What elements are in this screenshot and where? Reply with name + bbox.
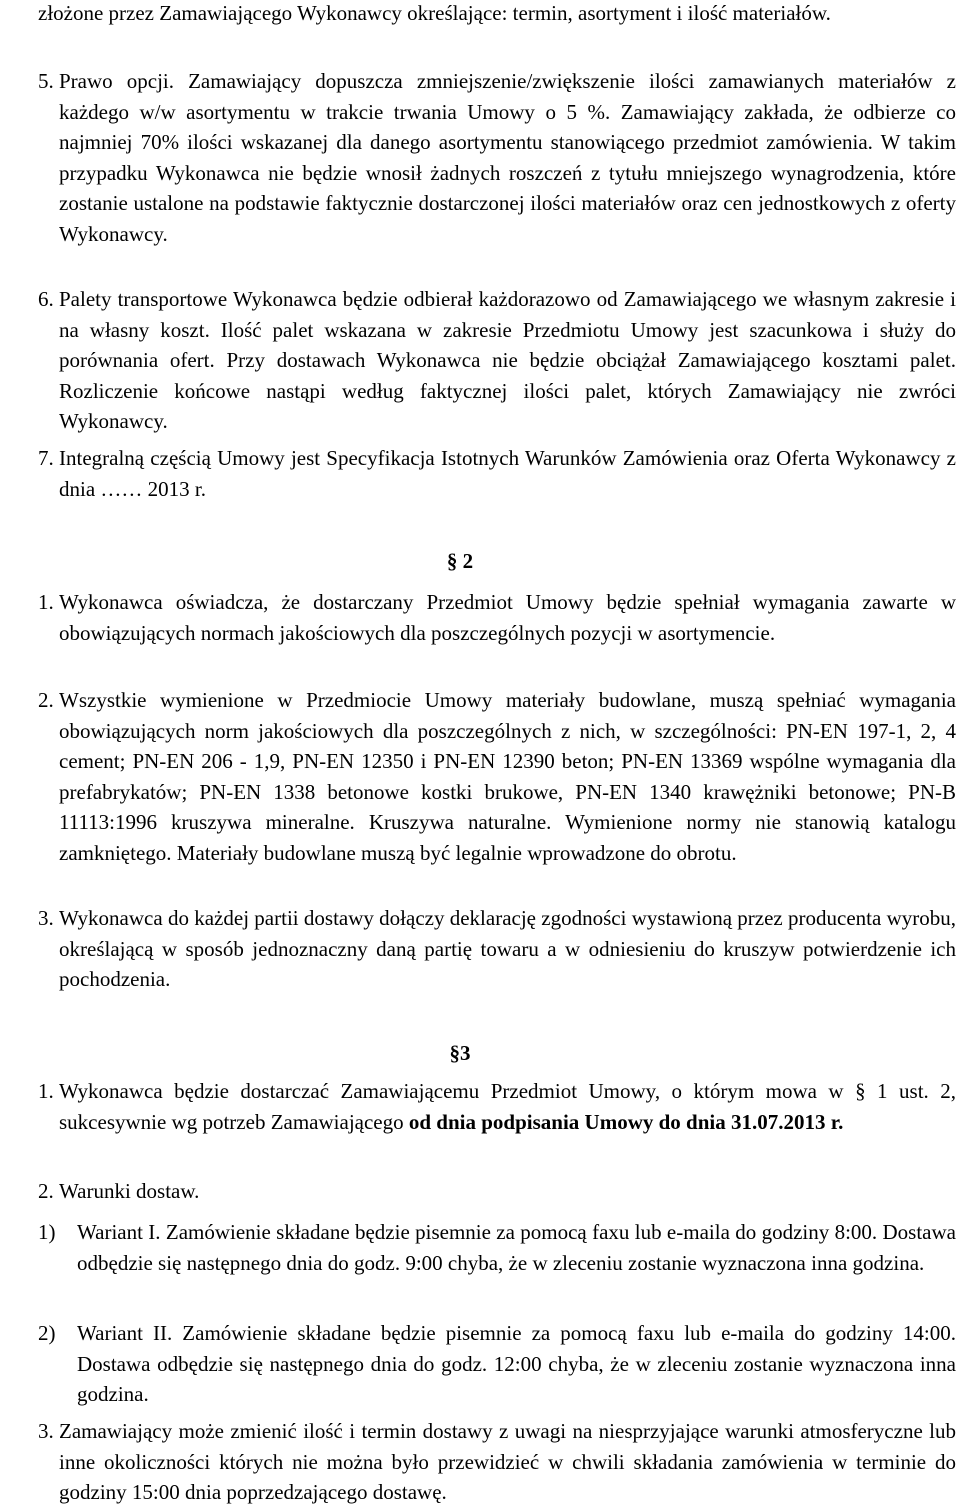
continuation-paragraph: złożone przez Zamawiającego Wykonawcy określające: termin, asortyment i ilość materiałów. <box>38 1 831 25</box>
item-text: Zamawiający może zmienić ilość i termin dostawy z uwagi na niesprzyjające warunki atmosferyczne lub inne okoliczności których nie można było przewidzieć w chwili składania zamówienia w terminie do godziny 15:00 dnia poprzedzającego dostawę. <box>59 1419 956 1504</box>
section2-item-1 <box>38 587 956 648</box>
section3-item-1 <box>38 1076 956 1137</box>
section3-item-2 <box>38 1176 956 1207</box>
item-number: 6. <box>38 287 59 311</box>
list-item-7 <box>38 443 956 504</box>
variant-item-1 <box>38 1217 956 1278</box>
item-text-bold: od dnia podpisania Umowy do dnia 31.07.2013 r. <box>408 1109 844 1134</box>
list-item-6 <box>38 284 956 437</box>
item-number: 2. <box>38 688 59 712</box>
item-number: 1. <box>38 1079 59 1103</box>
item-text: Wszystkie wymienione w Przedmiocie Umowy materiały budowlane, muszą spełniać wymagania obowiązujących norm jakościowych dla poszczególnych z nich, w szczególności: PN-EN 197-1, 2, 4 cement; PN-EN 206 - 1,9, PN-EN 12350 i PN-EN 12390 beton; PN-EN 13369 wspólne wymagania dla prefabrykatów; PN-EN 1338 betonowe kostki brukowe, PN-EN 1340 krawężniki betonowe; PN-B 11113:1996 kruszywa mineralne. Kruszywa naturalne. Wymienione normy nie stanowią katalogu zamkniętego. Materiały budowlane muszą być legalnie wprowadzone do obrotu. <box>59 688 956 865</box>
item-number: 1. <box>38 590 59 614</box>
section-heading-3: §3 <box>449 1041 471 1065</box>
variant-text: Wariant I. Zamówienie składane będzie pisemnie za pomocą faxu lub e-maila do godziny 8:00. Dostawa odbędzie się następnego dnia do godz. 9:00 chyba, że w zleceniu zostanie wyznaczona inna godzina. <box>77 1220 956 1275</box>
list-item-5 <box>38 66 956 249</box>
item-text: Palety transportowe Wykonawca będzie odbierał każdorazowo od Zamawiającego we własnym zakresie i na własny koszt. Ilość palet wskazana w zakresie Przedmiotu Umowy jest szacunkowa i służy do porównania ofert. Przy dostawach Wykonawca nie będzie obciążał Zamawiającego kosztami palet. Rozliczenie końcowe nastąpi według faktycznej ilości palet, których Zamawiający nie zwróci Wykonawcy. <box>59 287 956 433</box>
item-number: 3. <box>38 1419 59 1443</box>
item-text: Wykonawca oświadcza, że dostarczany Przedmiot Umowy będzie spełniał wymagania zawarte w obowiązujących normach jakościowych dla poszczególnych pozycji w asortymencie. <box>59 590 956 645</box>
variant-number: 1) <box>38 1220 56 1244</box>
item-text: Wykonawca do każdej partii dostawy dołączy deklarację zgodności wystawioną przez producenta wyrobu, określającą w sposób jednoznaczny daną partię towaru a w odniesieniu do kruszyw potwierdzenie ich pochodzenia. <box>59 906 956 991</box>
item-text <box>59 1076 956 1137</box>
section2-item-3 <box>38 903 956 995</box>
item-number: 7. <box>38 446 59 470</box>
item-number: 5. <box>38 69 59 93</box>
item-text: Integralną częścią Umowy jest Specyfikacja Istotnych Warunków Zamówienia oraz Oferta Wykonawcy z dnia …… 2013 r. <box>59 446 956 501</box>
item-text: Prawo opcji. Zamawiający dopuszcza zmniejszenie/zwiększenie ilości zamawianych materiałów z każdego w/w asortymentu w trakcie trwania Umowy o 5 %. Zamawiający zakłada, że odbierze co najmniej 70% ilości wskazanej dla danego asortymentu stanowiącego przedmiot zamówienia. W takim przypadku Wykonawca nie będzie wnosił żadnych roszczeń z tytułu mniejszego wynagrodzenia, które zostanie ustalone na podstawie faktycznie dostarczonej ilości materiałów oraz cen jednostkowych z oferty Wykonawcy. <box>59 69 956 246</box>
item-number: 3. <box>38 906 59 930</box>
section3-item-3 <box>38 1416 956 1508</box>
variant-number: 2) <box>38 1321 56 1345</box>
item-number: 2. <box>38 1179 59 1203</box>
item-text-regular: Wykonawca będzie dostarczać Zamawiającemu Przedmiot Umowy, o którym mowa w § 1 ust. 2, sukcesywnie wg potrzeb Zamawiającego <box>59 1079 956 1134</box>
section2-item-2 <box>38 685 956 868</box>
section-heading-2: § 2 <box>446 549 474 573</box>
item-text: Warunki dostaw. <box>59 1179 200 1203</box>
variant-item-2 <box>38 1318 956 1410</box>
variant-text: Wariant II. Zamówienie składane będzie pisemnie za pomocą faxu lub e-maila do godziny 14:00. Dostawa odbędzie się następnego dnia do godz. 12:00 chyba, że w zleceniu zostanie wyznaczona inna godzina. <box>77 1321 956 1406</box>
